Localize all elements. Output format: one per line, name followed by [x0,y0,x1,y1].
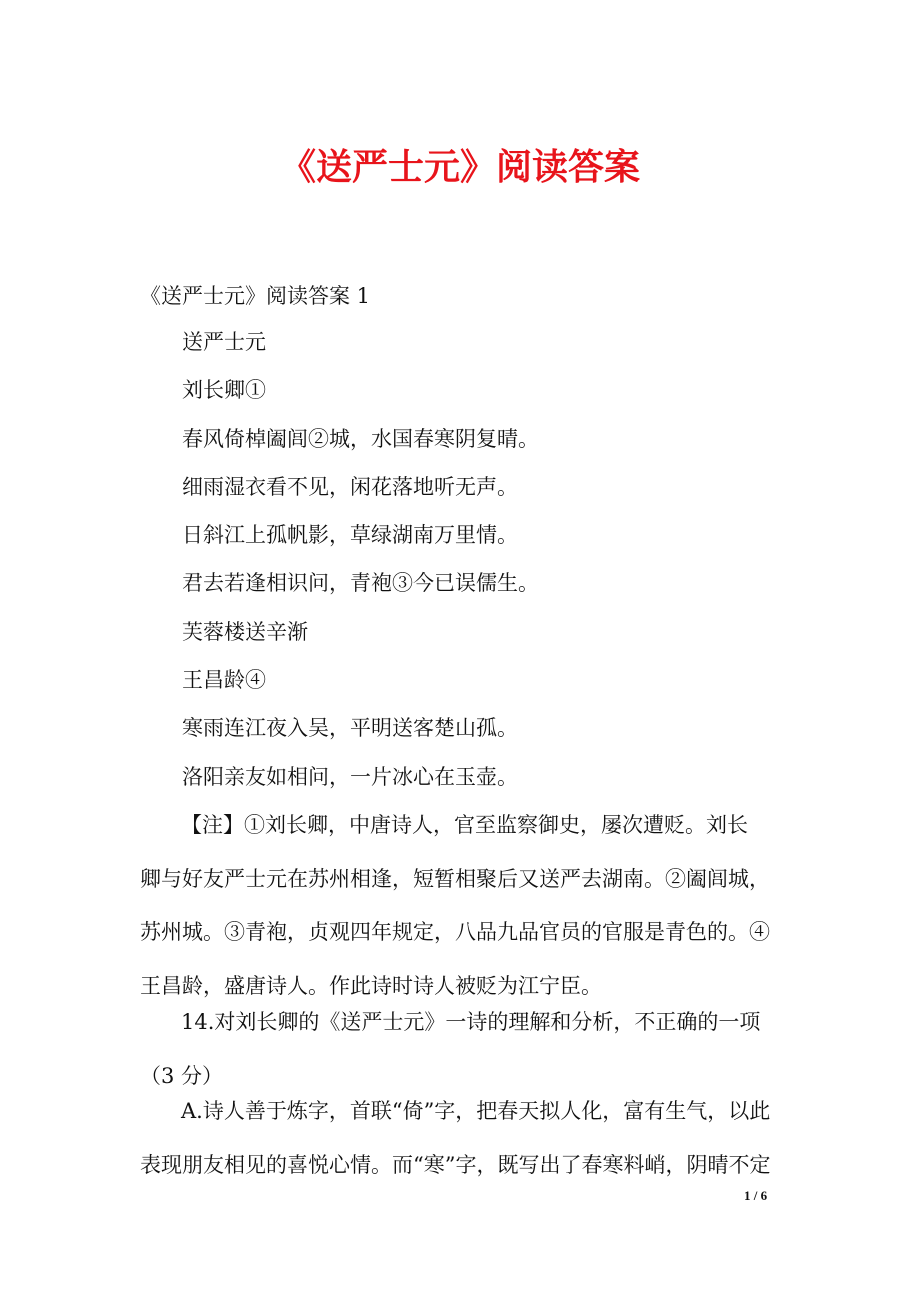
note-line: 卿与好友严士元在苏州相逢，短暂相聚后又送严去湖南。②阖闾城， [140,866,770,891]
poem-line: 君去若逢相识问，青袍③今已误儒生。 [182,571,539,595]
poem-title: 送严士元 [182,330,266,354]
poem-author: 刘长卿① [182,378,266,402]
question-line: （3 分） [140,1063,224,1088]
question-line: 14.对刘长卿的《送严士元》一诗的理解和分析，不正确的一项 [181,1010,761,1034]
note-line: 王昌龄，盛唐诗人。作此诗时诗人被贬为江宁臣。 [140,973,602,998]
page-number: 1 / 6 [744,1188,768,1203]
note-line: 苏州城。③青袍，贞观四年规定，八品九品官员的官服是青色的。④ [140,920,770,944]
annotation-notes [140,799,780,1013]
note-line: 【注】①刘长卿，中唐诗人，官至监察御史，屡次遭贬。刘长 [181,813,748,837]
poem-line: 寒雨连江夜入吴，平明送客楚山孤。 [182,716,518,740]
poem-line: 日斜江上孤帆影，草绿湖南万里情。 [182,523,518,547]
poem-line: 洛阳亲友如相问，一片冰心在玉壶。 [182,765,518,789]
document-title: 《送严士元》阅读答案 [279,146,640,188]
section-heading: 《送严士元》阅读答案 1 [140,284,371,308]
option-line: 表现朋友相见的喜悦心情。而“寒”字，既写出了春寒料峭，阴晴不定 [140,1152,771,1177]
poem-title: 芙蓉楼送辛渐 [182,620,308,644]
option-a [140,1085,780,1192]
option-line: A.诗人善于炼字，首联“倚”字，把春天拟人化，富有生气，以此 [181,1099,771,1123]
poem-author: 王昌龄④ [182,668,266,692]
poem-line: 细雨湿衣看不见，闲花落地听无声。 [182,475,518,499]
poem-line: 春风倚棹阖闾②城，水国春寒阴复晴。 [182,427,539,451]
